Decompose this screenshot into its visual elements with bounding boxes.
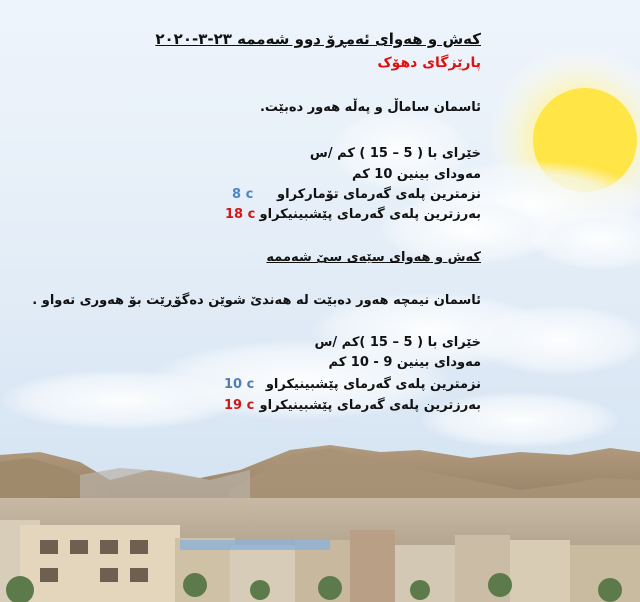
tomorrow-visibility: مەودای بینین 9 - 10 کم xyxy=(328,355,481,370)
tomorrow-wind: خێرای با ( 5 – 15 )کم /س xyxy=(314,335,481,350)
tomorrow-max-label: بەرزترین پلەی گەرمای پێشبینیکراو xyxy=(259,398,481,413)
page-title: کەش و هەوای ئەمڕۆ دوو شەممە ٢٣-٣-٢٠٢٠ xyxy=(155,30,481,48)
tomorrow-max-value: 19 c xyxy=(224,398,255,413)
today-sky: ئاسمان ساماڵ و پەڵە هەور دەبێت. xyxy=(259,100,481,115)
tomorrow-sky: ئاسمان نیمچە هەور دەبێت لە هەندێ شوێن دەگۆڕێت بۆ هەوری تەواو . xyxy=(32,293,481,308)
today-wind: خێرای با ( 5 – 15 ) کم /س xyxy=(309,146,481,161)
tomorrow-heading: کەش و هەوای سێەی سێ شەممە xyxy=(266,250,481,265)
canopy xyxy=(180,540,330,550)
today-max-label: بەرزترین پلەی گەرمای پێشبینیکراو xyxy=(259,207,481,222)
today-visibility: مەودای بینین 10 کم xyxy=(352,167,481,182)
city-name: پارێزگای دهۆک xyxy=(377,55,481,71)
today-max-value: 18 c xyxy=(225,207,256,222)
tomorrow-min-label: نزمترین پلەی گەرمای پێشبینیکراو xyxy=(265,377,481,392)
today-min-value: 8 c xyxy=(232,187,254,202)
today-min-label: نزمترین پلەی گەرمای تۆمارکراو xyxy=(277,187,481,202)
tomorrow-min-value: 10 c xyxy=(224,377,255,392)
